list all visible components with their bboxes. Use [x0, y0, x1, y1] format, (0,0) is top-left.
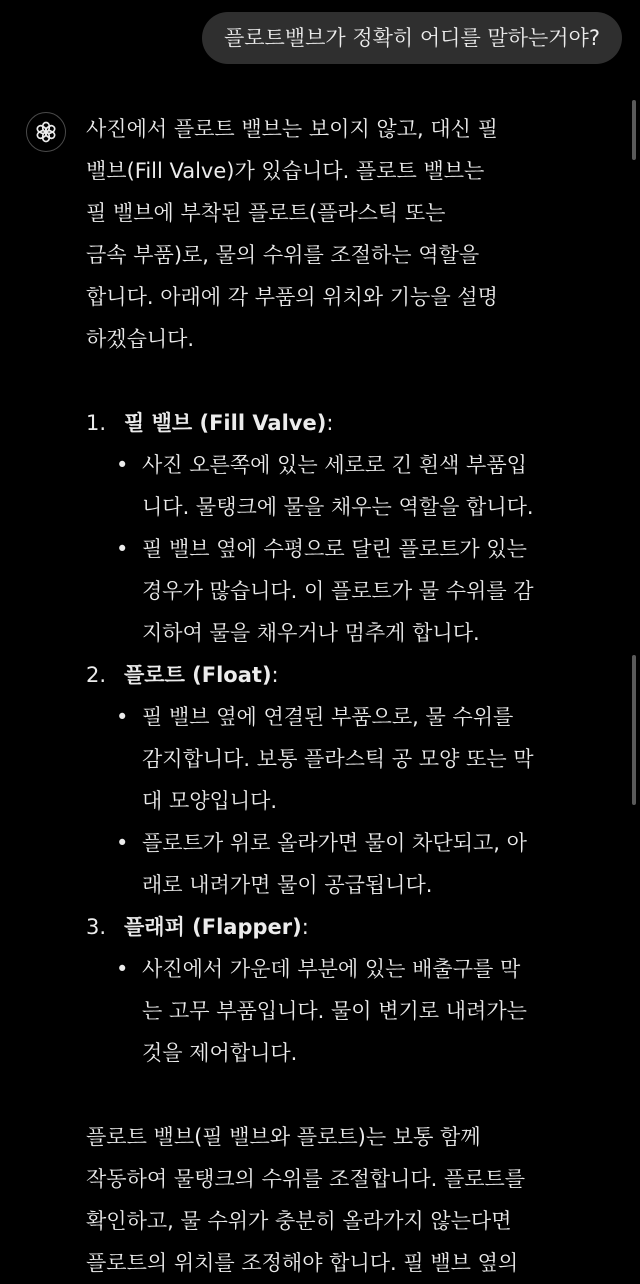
section-fill-valve	[86, 402, 606, 654]
user-message-text: 플로트밸브가 정확히 어디를 말하는거야?	[223, 26, 600, 50]
scrollbar-thumb-top[interactable]	[632, 100, 636, 160]
section-suffix: :	[271, 663, 279, 687]
list-item	[116, 822, 606, 906]
section-flapper	[86, 906, 606, 1074]
list-item-text: 사진에서 가운데 부분에 있는 배출구를 막 는 고무 부품입니다. 물이 변기로 내려가는 것을 제어합니다.	[142, 957, 527, 1065]
list-item	[116, 444, 606, 528]
scrollbar-thumb[interactable]	[632, 655, 636, 805]
bullet-dot: •	[116, 831, 129, 855]
bullet-dot: •	[116, 537, 129, 561]
section-number: 3.	[86, 915, 107, 939]
intro-paragraph: 사진에서 플로트 밸브는 보이지 않고, 대신 필 밸브(Fill Valve)가 있습니다. 플로트 밸브는 필 밸브에 부착된 플로트(플라스틱 또는 금속 부품)로, 물의 수위를 조절하는 역할을 합니다. 아래에 각 부품의 위치와 기능을 설명 하겠습니다.	[86, 117, 498, 351]
section-heading	[86, 906, 606, 948]
bullet-list	[86, 444, 606, 654]
list-item	[116, 528, 606, 654]
assistant-message	[86, 108, 606, 1284]
bullet-dot: •	[116, 957, 129, 981]
section-title: 플래퍼 (Flapper)	[124, 915, 302, 939]
list-item-text: 필 밸브 옆에 연결된 부품으로, 물 수위를 감지합니다. 보통 플라스틱 공 모양 또는 막 대 모양입니다.	[142, 705, 534, 813]
section-float	[86, 654, 606, 906]
section-suffix: :	[301, 915, 309, 939]
section-title: 플로트 (Float)	[124, 663, 272, 687]
user-message-bubble	[202, 12, 622, 64]
bullet-dot: •	[116, 705, 129, 729]
list-item-text: 사진 오른쪽에 있는 세로로 긴 흰색 부품입 니다. 물탱크에 물을 채우는 역할을 합니다.	[142, 453, 534, 519]
section-number: 1.	[86, 411, 107, 435]
list-item-text: 플로트가 위로 올라가면 물이 차단되고, 아 래로 내려가면 물이 공급됩니다.	[142, 831, 527, 897]
closing-paragraph: 플로트 밸브(필 밸브와 플로트)는 보통 함께 작동하여 물탱크의 수위를 조절합니다. 플로트를 확인하고, 물 수위가 충분히 올라가지 않는다면 플로트의 위치를 조정해야 합니다. 필 밸브 옆의	[86, 1125, 526, 1275]
section-heading	[86, 402, 606, 444]
bullet-list	[86, 696, 606, 906]
section-suffix: :	[326, 411, 334, 435]
bullet-list	[86, 948, 606, 1074]
chatgpt-logo-icon	[33, 119, 59, 145]
list-item-text: 필 밸브 옆에 수평으로 달린 플로트가 있는 경우가 많습니다. 이 플로트가 물 수위를 감 지하여 물을 채우거나 멈추게 합니다.	[142, 537, 534, 645]
section-heading	[86, 654, 606, 696]
bullet-dot: •	[116, 453, 129, 477]
list-item	[116, 696, 606, 822]
assistant-avatar	[26, 112, 66, 152]
list-item	[116, 948, 606, 1074]
section-title: 필 밸브 (Fill Valve)	[124, 411, 327, 435]
section-number: 2.	[86, 663, 107, 687]
